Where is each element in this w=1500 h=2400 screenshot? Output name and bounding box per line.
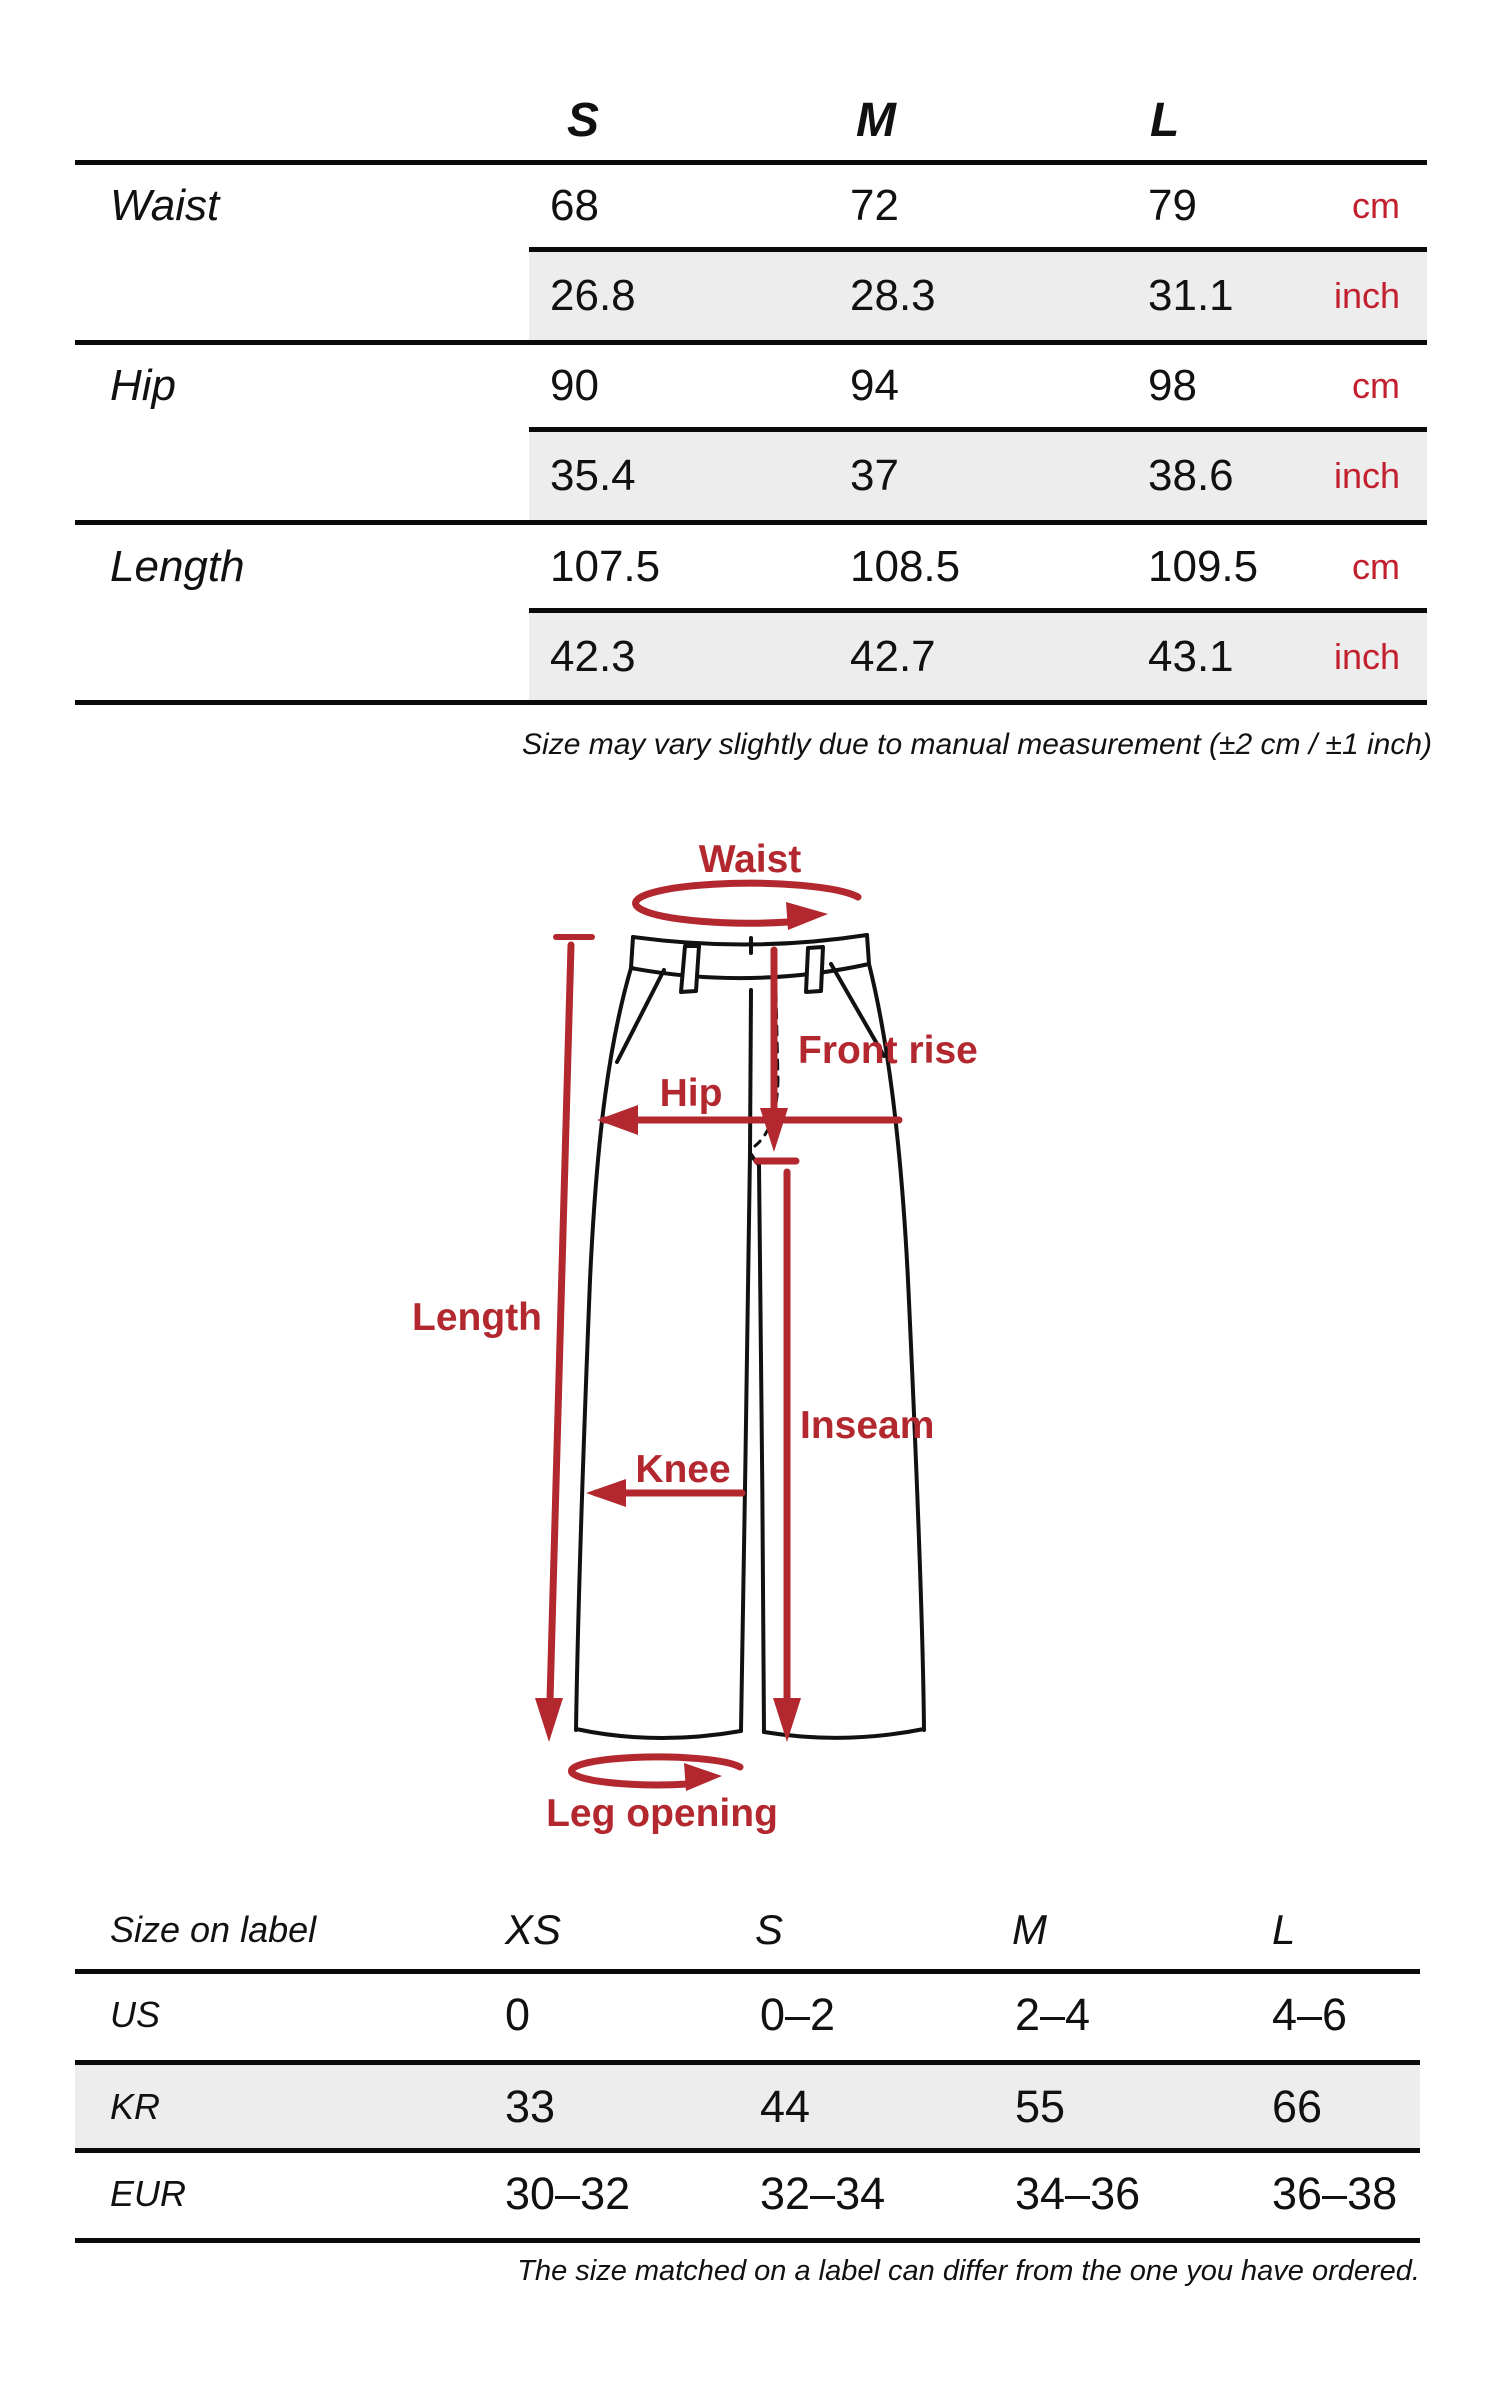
size-col-header-s: S [567, 93, 600, 147]
waist-cm-m: 72 [850, 181, 899, 230]
length-cm-m: 108.5 [850, 541, 961, 591]
hip-inch-l: 38.6 [1148, 451, 1234, 500]
length-inch-m: 42.7 [850, 631, 936, 681]
diagram-label-inseam: Inseam [800, 1404, 935, 1447]
pocket-line-left [617, 970, 664, 1062]
waistband-right-edge [867, 935, 869, 964]
length-inch-l: 43.1 [1148, 631, 1234, 681]
unit-inch: inch [1333, 275, 1400, 316]
row-label-waist: Waist [110, 181, 220, 230]
measurement-note: Size may vary slightly due to manual measurement (±2 cm / ±1 inch) [522, 728, 1432, 761]
label-size-l: L [1272, 1906, 1296, 1953]
belt-loop-right [806, 947, 823, 992]
eur-m: 34–36 [1015, 2167, 1141, 2219]
waist-arrowhead-icon [786, 902, 828, 930]
knee-arrowhead-icon [586, 1479, 626, 1507]
row-label-kr: KR [110, 2085, 161, 2127]
hip-cm-m: 94 [850, 361, 899, 410]
diagram-label-knee: Knee [635, 1448, 731, 1491]
diagram-label-leg-opening: Leg opening [546, 1792, 778, 1835]
row-label-hip: Hip [110, 361, 177, 410]
row-label-us: US [110, 1994, 161, 2035]
outer-seam-left [576, 968, 631, 1730]
label-size-m: M [1012, 1906, 1047, 1953]
waist-cm-l: 79 [1148, 181, 1197, 230]
waist-circumference-arrow [636, 883, 858, 923]
eur-s: 32–34 [760, 2167, 886, 2219]
table-line [75, 700, 1427, 705]
length-arrowhead-icon [535, 1698, 563, 1742]
length-cm-l: 109.5 [1148, 541, 1259, 591]
size-col-header-l: L [1150, 93, 1180, 147]
leg-opening-arrowhead-icon [684, 1763, 722, 1791]
kr-m: 55 [1015, 2080, 1066, 2132]
hip-inch-s: 35.4 [550, 451, 636, 500]
hip-inch-m: 37 [850, 451, 899, 500]
diagram-label-waist: Waist [698, 838, 802, 881]
row-label-eur: EUR [110, 2172, 187, 2214]
unit-cm: cm [1352, 545, 1400, 587]
unit-cm: cm [1352, 365, 1400, 406]
outer-seam-right [869, 964, 924, 1730]
belt-loop-left [681, 946, 699, 992]
table-line [75, 2148, 1420, 2153]
inseam-right-leg [750, 1153, 764, 1732]
table-line [75, 2238, 1420, 2243]
kr-s: 44 [760, 2080, 811, 2132]
diagram-label-front-rise: Front rise [798, 1029, 978, 1072]
front-rise-arrowhead-icon [760, 1108, 788, 1152]
leg-opening-circumference-arrow [571, 1757, 740, 1785]
waist-inch-s: 26.8 [550, 271, 636, 320]
diagram-label-length: Length [412, 1296, 542, 1339]
hip-cm-s: 90 [550, 361, 599, 410]
unit-cm: cm [1352, 185, 1400, 226]
label-table-header: Size on label [110, 1909, 317, 1950]
inseam-left-leg [741, 1153, 750, 1730]
length-inch-s: 42.3 [550, 631, 636, 681]
us-s: 0–2 [760, 1989, 836, 2040]
table-line [75, 2060, 1420, 2065]
unit-inch: inch [1333, 635, 1400, 677]
unit-inch: inch [1333, 455, 1400, 496]
kr-l: 66 [1272, 2080, 1323, 2132]
kr-xs: 33 [505, 2080, 556, 2132]
size-col-header-m: M [856, 93, 896, 147]
pants-measurement-diagram [330, 820, 1030, 1840]
length-arrow-line [550, 945, 571, 1700]
eur-l: 36–38 [1272, 2167, 1398, 2219]
hip-cm-l: 98 [1148, 361, 1197, 410]
hem-left-leg [576, 1729, 741, 1738]
label-size-xs: XS [505, 1906, 562, 1953]
waist-inch-m: 28.3 [850, 271, 936, 320]
diagram-label-hip: Hip [659, 1072, 723, 1115]
length-cm-s: 107.5 [550, 541, 661, 591]
row-label-length: Length [110, 541, 245, 591]
us-xs: 0 [505, 1989, 531, 2040]
table-line [75, 1969, 1420, 1974]
waist-cm-s: 68 [550, 181, 599, 230]
label-table-note: The size matched on a label can differ from the one you have ordered. [517, 2254, 1420, 2287]
us-l: 4–6 [1272, 1989, 1348, 2040]
us-m: 2–4 [1015, 1989, 1091, 2040]
waist-inch-l: 31.1 [1148, 271, 1234, 320]
kr-row-shade [75, 2065, 1420, 2148]
fly-center-line [750, 990, 751, 1153]
waistband-left-edge [631, 937, 633, 968]
eur-xs: 30–32 [505, 2167, 631, 2219]
label-size-s: S [755, 1906, 784, 1953]
